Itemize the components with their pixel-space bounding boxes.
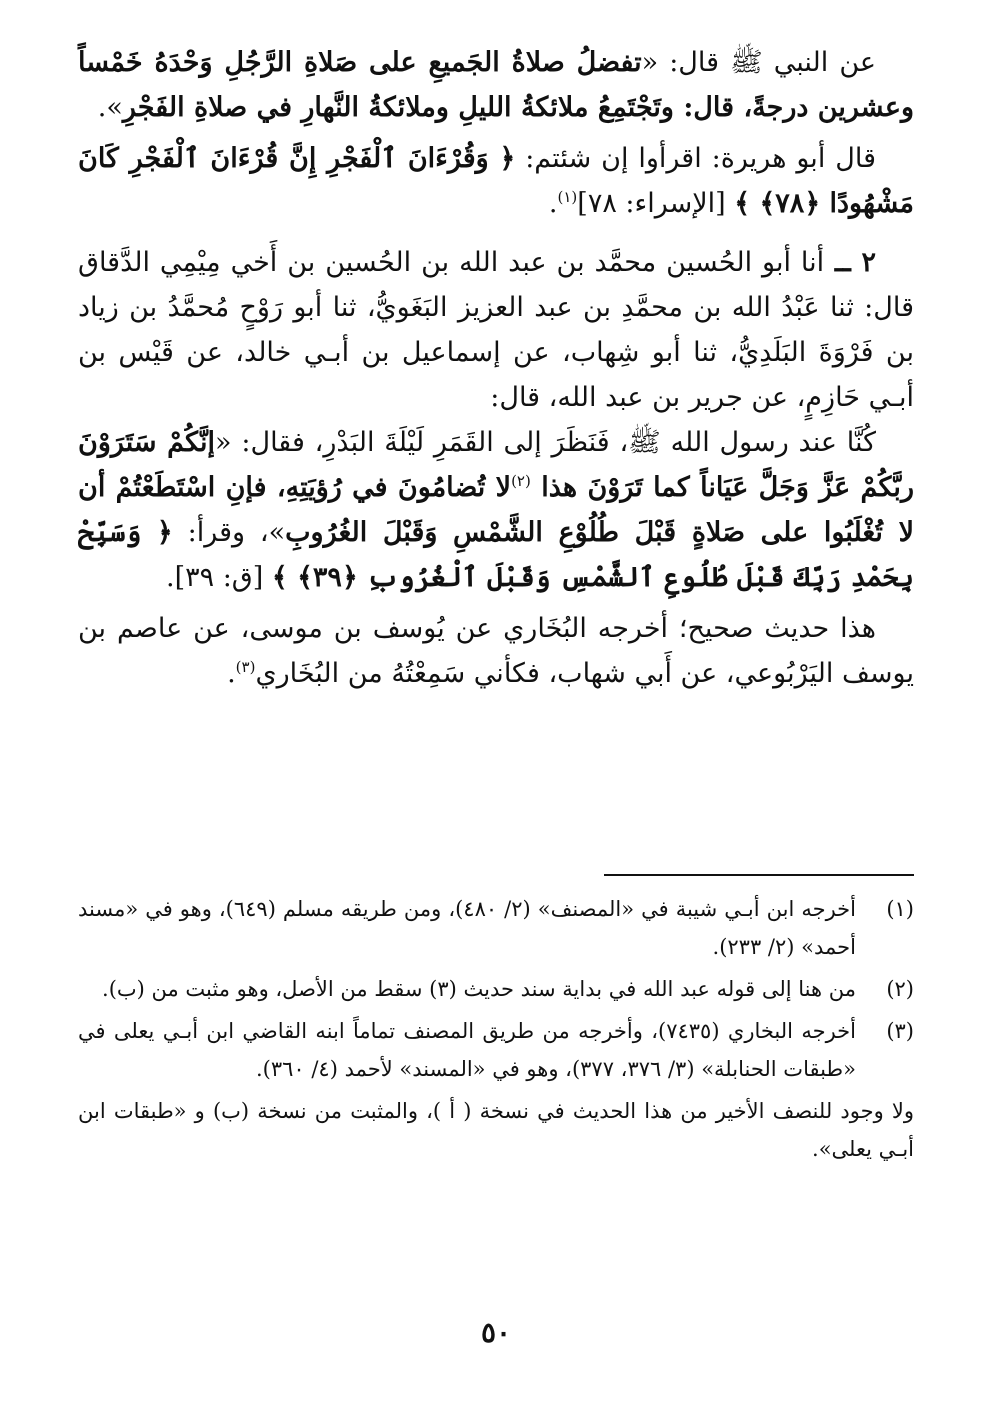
hadith-number: ٢ ــ bbox=[824, 247, 876, 278]
hadith-2-matn-part2: لا تُضامُونَ في رُؤيَتِهِ، فإنِ اسْتَطَعْتُمْ أن لا تُغْلَبُوا على صَلاةٍ قَبْلَ طُلُوْعِ الشَّمْسِ وَقَبْلَ الغُرُوبِ bbox=[78, 472, 914, 548]
page-number: ٥٠ bbox=[480, 1316, 512, 1349]
period: . bbox=[227, 658, 236, 689]
footnote-1 bbox=[78, 890, 914, 966]
abu-hurayra-intro: قال أبو هريرة: اقرأوا إن شئتم: bbox=[515, 143, 876, 174]
hadith-1-close: ». bbox=[97, 92, 123, 123]
hadith-1-matn: تفضلُ صلاةُ الجَميعِ على صَلاةِ الرَّجُلِ وَحْدَهُ خَمْساً وعشرين درجةً، قال: وتَجْتَمِعُ ملائكةُ الليلِ وملائكةُ النَّهارِ في صلاةِ الفَجْرِ bbox=[78, 47, 914, 123]
footnote-text: أخرجه ابن أبـي شيبة في «المصنف» (٢/ ٤٨٠)، ومن طريقه مسلم (٦٤٩)، وهو في «مسند أحمد» (٢/ ٢٣٣). bbox=[78, 897, 856, 959]
footnote-3-continuation: ولا وجود للنصف الأخير من هذا الحديث في نسخة ( أ )، والمثبت من نسخة (ب) و «طبقات ابن أبـي يعلى». bbox=[78, 1099, 914, 1161]
footnote-ref-2[interactable]: (٢) bbox=[511, 472, 531, 490]
hadith-2-matn-part1: إنَّكُمْ سَتَرَوْنَ ربَّكُمْ عَزَّ وَجَلَّ عَيَاناً كما تَرَوْنَ هذا bbox=[78, 427, 914, 503]
grading-paragraph bbox=[78, 606, 914, 696]
page-body bbox=[78, 40, 914, 696]
footnote-3 bbox=[78, 1012, 914, 1088]
abu-hurayra-paragraph bbox=[78, 136, 914, 226]
footnote-number: (٢) bbox=[886, 977, 914, 1001]
hadith-1-paragraph bbox=[78, 40, 914, 130]
hadith-2-isnad: أنا أبو الحُسين محمَّد بن عبد الله بن الحُسين بن أَخي مِيْمِي الدَّقاق قال: ثنا عَبْدُ الله بن محمَّدِ بن عبد العزيز البَغَويُّ، ثنا أبو رَوْحٍ مُحمَّدُ بن زياد بن فَرْوَةَ البَلَدِيُّ، ثنا أبو شِهاب، عن إسماعيل بن أبـي خالد، عن قَيْس بن أبـي حَازِمٍ، عن جرير بن عبد الله، قال: bbox=[78, 247, 914, 413]
footnote-ref-1[interactable]: (١) bbox=[557, 188, 578, 206]
period: . bbox=[548, 188, 558, 219]
quran-verse-qaf: ﴿ وَسَبِّحْ بِحَمْدِ رَبِّكَ قَبْلَ طُلُوعِ ٱلشَّمْسِ وَقَبْلَ ٱلْغُرُوبِ ﴿٣٩﴾ ﴾ bbox=[78, 517, 914, 593]
footnote-ref-3[interactable]: (٣) bbox=[235, 658, 256, 676]
footnote-separator bbox=[604, 874, 914, 876]
footnote-text: من هنا إلى قوله عبد الله في بداية سند حديث (٣) سقط من الأصل، وهو مثبت من (ب). bbox=[102, 977, 856, 1001]
surah-reference-isra: [الإسراء: ٧٨] bbox=[577, 188, 735, 219]
footnotes-section bbox=[78, 890, 914, 1168]
footnote-number: (١) bbox=[886, 897, 914, 921]
hadith-2-matn-paragraph bbox=[78, 420, 914, 600]
quran-verse-isra: ﴿ وَقُرْءَانَ ٱلْفَجْرِ إِنَّ قُرْءَانَ ٱلْفَجْرِ كَانَ مَشْهُودًا ﴿٧٨﴾ ﴾ bbox=[78, 143, 914, 219]
hadith-2-intro: كُنَّا عند رسول الله ﷺ، فَنَظَرَ إلى القَمَرِ لَيْلَةَ البَدْرِ، فقال: « bbox=[215, 427, 876, 458]
hadith-2-recited: »، وقرأ: bbox=[172, 517, 286, 548]
surah-reference-qaf: [ق: ٣٩]. bbox=[165, 562, 272, 593]
main-text bbox=[78, 40, 914, 696]
footnote-2 bbox=[78, 970, 914, 1008]
hadith-1-intro: عن النبي ﷺ قال: « bbox=[641, 47, 876, 78]
footnote-number: (٣) bbox=[886, 1019, 914, 1043]
footnote-text: أخرجه البخاري (٧٤٣٥)، وأخرجه من طريق المصنف تماماً ابنه القاضي ابن أبـي يعلى في «طبقات الحنابلة» (٣/ ٣٧٦، ٣٧٧)، وهو في «المسند» لأحمد (٤/ ٣٦٠). bbox=[78, 1019, 856, 1081]
hadith-2-isnad-paragraph bbox=[78, 240, 914, 420]
grading-text: هذا حديث صحيح؛ أخرجه البُخَاري عن يُوسف بن موسى، عن عاصم بن يوسف اليَرْبُوعي، عن أَبي شهاب، فكأني سَمِعْتُهُ من البُخَاري bbox=[78, 613, 914, 689]
